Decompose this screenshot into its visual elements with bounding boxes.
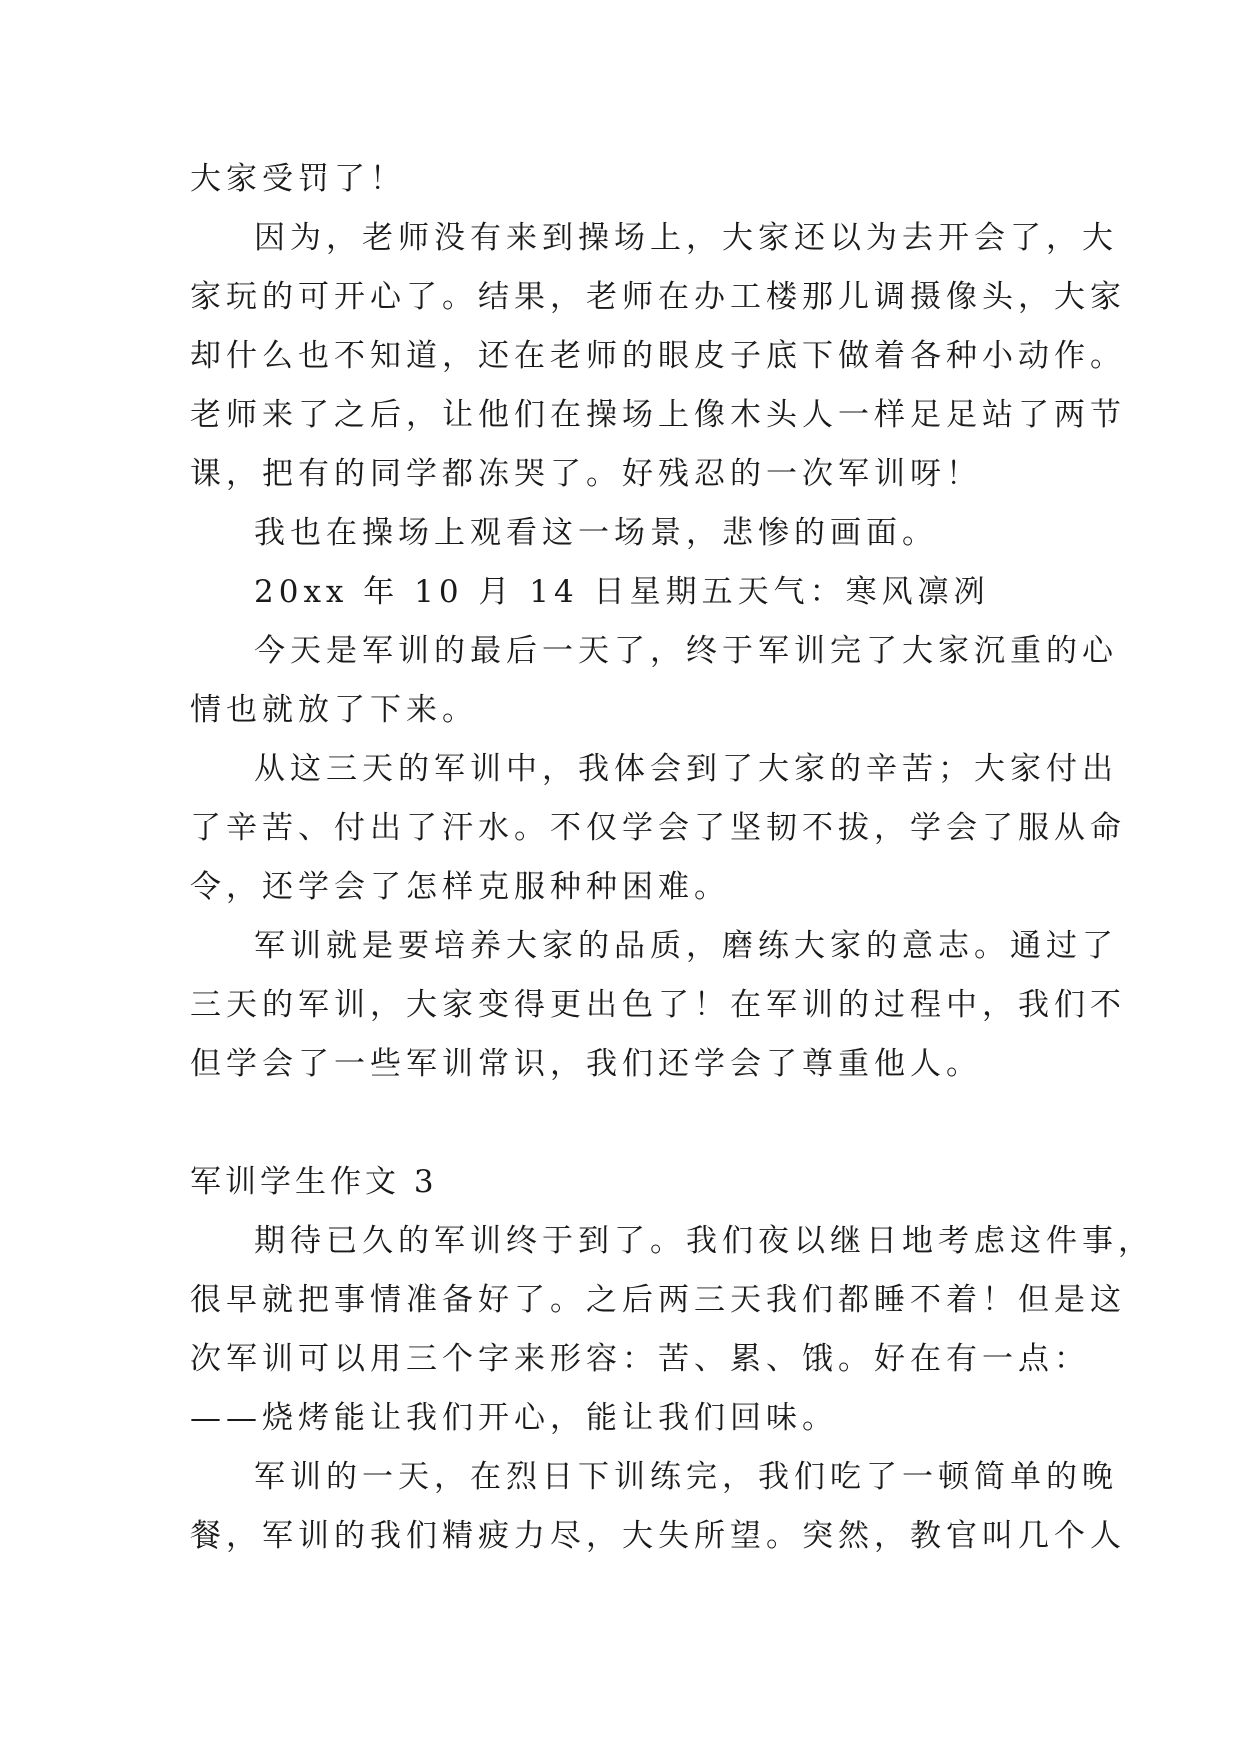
text-line: 情也就放了下来。 bbox=[190, 692, 478, 728]
paragraph-start-line: 从这三天的军训中，我体会到了大家的辛苦；大家付出 bbox=[254, 751, 1118, 787]
text-line: 令，还学会了怎样克服种种困难。 bbox=[190, 869, 730, 905]
paragraph-start-line: 期待已久的军训终于到了。我们夜以继日地考虑这件事， bbox=[254, 1223, 1154, 1259]
section-title: 军训学生作文 3 bbox=[190, 1164, 438, 1200]
paragraph-start-line: 因为，老师没有来到操场上，大家还以为去开会了，大 bbox=[254, 220, 1118, 256]
section-gap bbox=[190, 1094, 1060, 1153]
text-line: 大家受罚了！ bbox=[190, 161, 406, 197]
paragraph-start-line: 军训的一天，在烈日下训练完，我们吃了一顿简单的晚 bbox=[254, 1459, 1118, 1495]
text-line: 却什么也不知道，还在老师的眼皮子底下做着各种小动作。 bbox=[190, 338, 1126, 374]
paragraph-start-line: 军训就是要培养大家的品质，磨练大家的意志。通过了 bbox=[254, 928, 1118, 964]
text-line: ——烧烤能让我们开心，能让我们回味。 bbox=[190, 1400, 838, 1436]
text-line: 但学会了一些军训常识，我们还学会了尊重他人。 bbox=[190, 1046, 982, 1082]
text-line: 次军训可以用三个字来形容：苦、累、饿。好在有一点： bbox=[190, 1341, 1090, 1377]
text-line: 课，把有的同学都冻哭了。好残忍的一次军训呀！ bbox=[190, 456, 982, 492]
text-line: 了辛苦、付出了汗水。不仅学会了坚韧不拔，学会了服从命 bbox=[190, 810, 1126, 846]
text-line: 家玩的可开心了。结果，老师在办工楼那儿调摄像头，大家 bbox=[190, 279, 1126, 315]
text-line: 老师来了之后，让他们在操场上像木头人一样足足站了两节 bbox=[190, 397, 1126, 433]
text-line: 三天的军训，大家变得更出色了！在军训的过程中，我们不 bbox=[190, 987, 1126, 1023]
paragraph-start-line: 今天是军训的最后一天了，终于军训完了大家沉重的心 bbox=[254, 633, 1118, 669]
date-weather-line: 20xx 年 10 月 14 日星期五天气：寒风凛冽 bbox=[254, 574, 990, 610]
document-body bbox=[190, 150, 1154, 1566]
text-line: 餐，军训的我们精疲力尽，大失所望。突然，教官叫几个人 bbox=[190, 1518, 1126, 1554]
text-line: 很早就把事情准备好了。之后两三天我们都睡不着！但是这 bbox=[190, 1282, 1126, 1318]
paragraph-start-line: 我也在操场上观看这一场景，悲惨的画面。 bbox=[254, 515, 938, 551]
